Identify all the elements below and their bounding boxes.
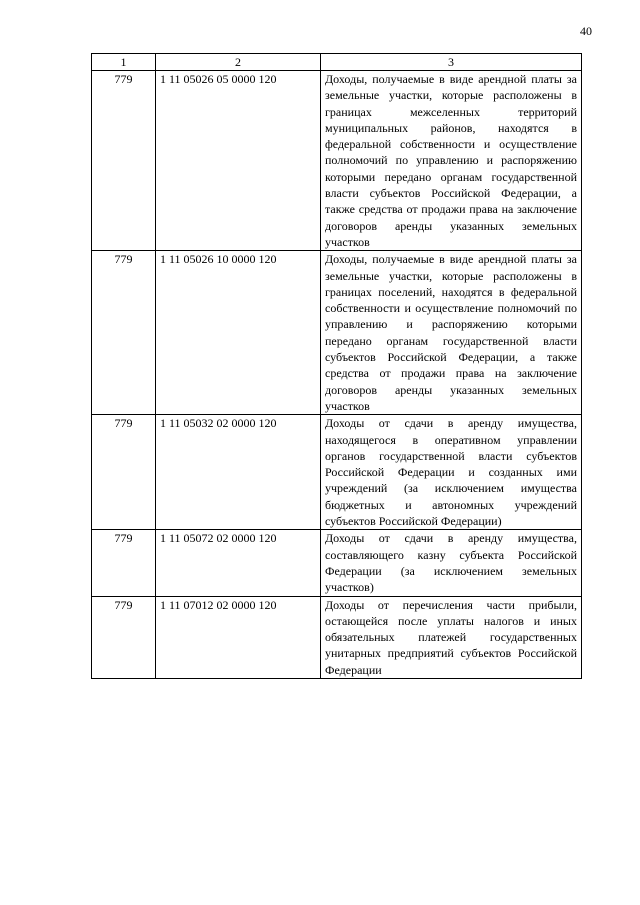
column-header-1: 1 (92, 54, 156, 71)
admin-code-cell: 779 (92, 71, 156, 251)
admin-code-cell: 779 (92, 415, 156, 530)
description-cell: Доходы от перечисления части прибыли, остающейся после уплаты налогов и иных обязательных платежей государственных унитарных предприятий субъектов Российской Федерации (321, 596, 582, 678)
description-cell: Доходы от сдачи в аренду имущества, составляющего казну субъекта Российской Федерации (за исключением земельных участков) (321, 530, 582, 596)
kbk-code-cell: 1 11 05072 02 0000 120 (156, 530, 321, 596)
column-header-3: 3 (321, 54, 582, 71)
table-row (92, 596, 582, 678)
table-row (92, 415, 582, 530)
admin-code-cell: 779 (92, 596, 156, 678)
column-header-2: 2 (156, 54, 321, 71)
table-header-row (92, 54, 582, 71)
table-row (92, 251, 582, 415)
kbk-code-cell: 1 11 05026 10 0000 120 (156, 251, 321, 415)
kbk-code-cell: 1 11 05032 02 0000 120 (156, 415, 321, 530)
description-cell: Доходы, получаемые в виде арендной платы за земельные участки, которые расположены в границах поселений, находятся в федеральной собственности и осуществление полномочий по управлению и распоряжению которыми передано органам государственной власти субъектов Российской Федерации, а также средства от продажи права на заключение договоров аренды указанных земельных участков (321, 251, 582, 415)
page-number: 40 (580, 24, 592, 38)
description-cell: Доходы от сдачи в аренду имущества, находящегося в оперативном управлении органов государственной власти субъектов Российской Федерации и созданных ими учреждений (за исключением имущества бюджетных и автономных учреждений субъектов Российской Федерации) (321, 415, 582, 530)
admin-code-cell: 779 (92, 530, 156, 596)
description-cell: Доходы, получаемые в виде арендной платы за земельные участки, которые расположены в границах межселенных территорий муниципальных районов, находятся в федеральной собственности и осуществление полномочий по управлению и распоряжению которыми передано органам государственной власти субъектов Российской Федерации, а также средства от продажи права на заключение договоров аренды указанных земельных участков (321, 71, 582, 251)
table-row (92, 530, 582, 596)
kbk-code-cell: 1 11 05026 05 0000 120 (156, 71, 321, 251)
table-row (92, 71, 582, 251)
revenue-codes-table (91, 53, 582, 679)
admin-code-cell: 779 (92, 251, 156, 415)
kbk-code-cell: 1 11 07012 02 0000 120 (156, 596, 321, 678)
